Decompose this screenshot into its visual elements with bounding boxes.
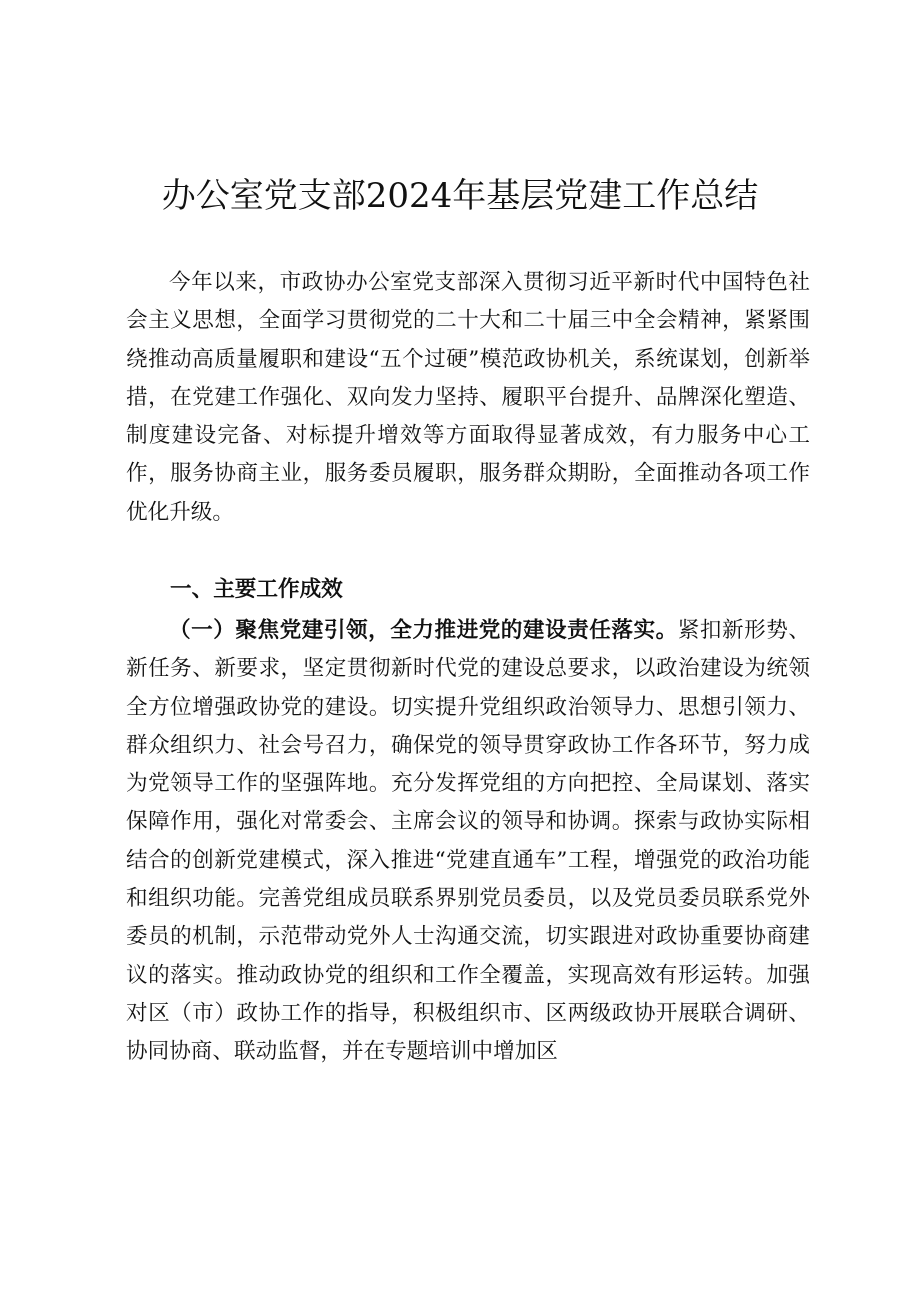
intro-paragraph: 今年以来，市政协办公室党支部深入贯彻习近平新时代中国特色社会主义思想，全面学习贯彻党的二十大和二十届三中全会精神，紧紧围绕推动高质量履职和建设“五个过硬”模范政协机关，系统谋划，创新举措，在党建工作强化、双向发力坚持、履职平台提升、品牌深化塑造、制度建设完备、对标提升增效等方面取得显著成效，有力服务中心工作，服务协商主业，服务委员履职，服务群众期盼，全面推动各项工作优化升级。 [126, 270, 810, 525]
subsection-body: 紧扣新形势、新任务、新要求，坚定贯彻新时代党的建设总要求，以政治建设为统领全方位增强政协党的建设。切实提升党组织政治领导力、思想引领力、群众组织力、社会号召力，确保党的领导贯穿政协工作各环节，努力成为党领导工作的坚强阵地。充分发挥党组的方向把控、全局谋划、落实保障作用，强化对常委会、主席会议的领导和协调。探索与政协实际相结合的创新党建模式，深入推进“党建直通车”工程，增强党的政治功能和组织功能。完善党组成员联系界别党员委员，以及党员委员联系党外委员的机制，示范带动党外人士沟通交流，切实跟进对政协重要协商建议的落实。推动政协党的组织和工作全覆盖，实现高效有形运转。加强对区（市）政协工作的指导，积极组织市、区两级政协开展联合调研、协同协商、联动监督，并在专题培训中增加区 [126, 618, 810, 1065]
subsection-paragraph [126, 612, 810, 1072]
subsection-lead: （一）聚焦党建引领，全力推进党的建设责任落实。 [169, 618, 678, 643]
section-heading: 一、主要工作成效 [170, 577, 343, 602]
document-title: 办公室党支部2024年基层党建工作总结 [161, 176, 759, 216]
